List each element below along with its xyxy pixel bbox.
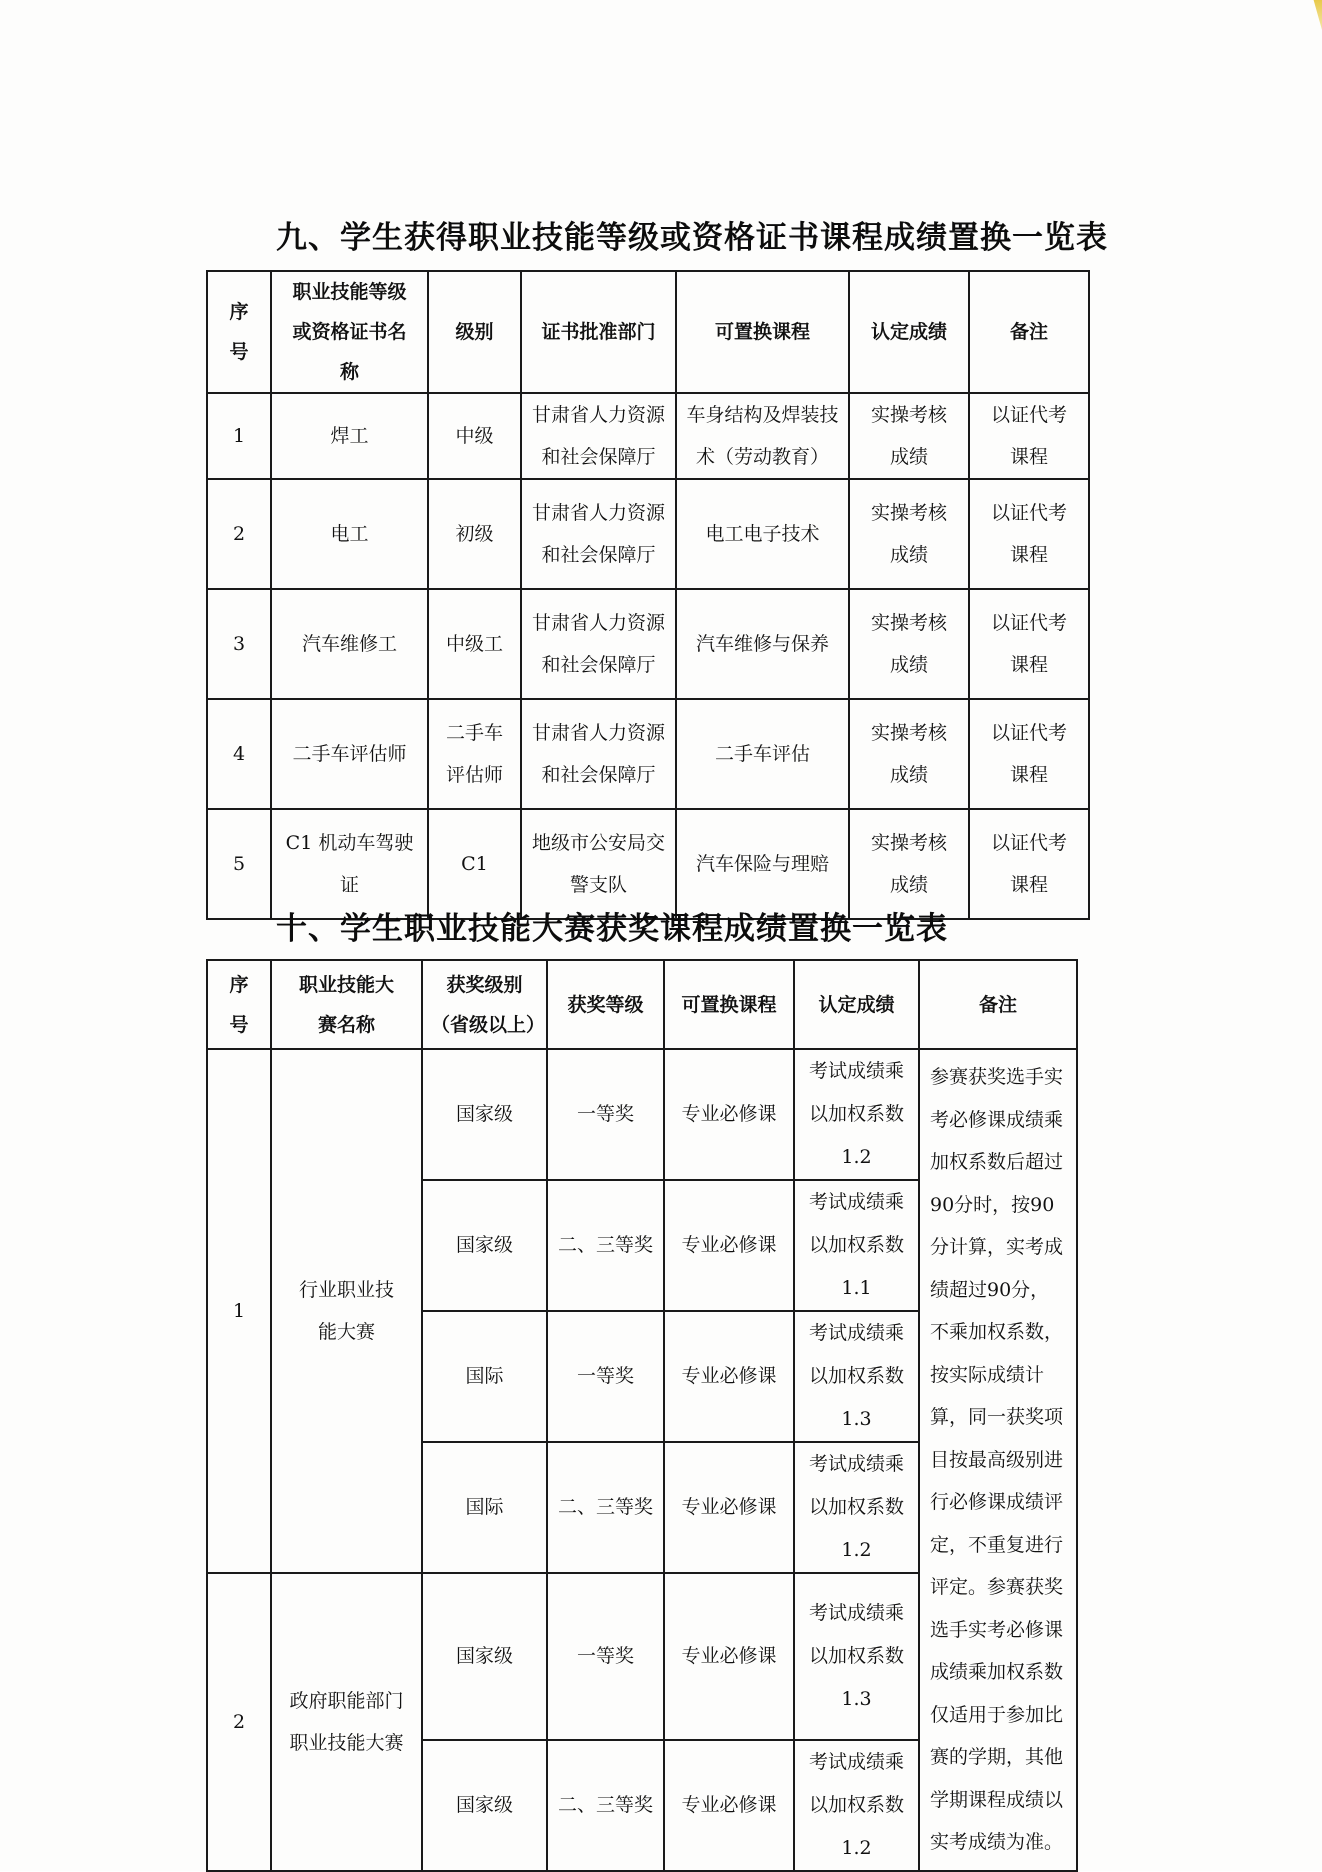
replaceable-course: 专业必修课 (664, 1180, 794, 1311)
certificate-name: 焊工 (271, 393, 428, 479)
table-row (207, 1049, 1077, 1180)
remark: 以证代考课程 (969, 589, 1089, 699)
header-cell: 获奖等级 (547, 960, 664, 1049)
award-level: 国际 (422, 1311, 547, 1442)
replaceable-course: 电工电子技术 (676, 479, 849, 589)
recognized-score: 实操考核成绩 (849, 589, 969, 699)
approving-department: 地级市公安局交警支队 (521, 809, 676, 919)
competition-name: 政府职能部门职业技能大赛 (271, 1573, 422, 1871)
replaceable-course: 车身结构及焊装技术（劳动教育） (676, 393, 849, 479)
group-number: 1 (207, 1049, 271, 1573)
recognized-score: 考试成绩乘以加权系数1.2 (794, 1442, 919, 1573)
replaceable-course: 专业必修课 (664, 1740, 794, 1871)
recognized-score: 实操考核成绩 (849, 393, 969, 479)
award-grade: 二、三等奖 (547, 1180, 664, 1311)
recognized-score: 考试成绩乘以加权系数1.3 (794, 1573, 919, 1740)
approving-department: 甘肃省人力资源和社会保障厅 (521, 393, 676, 479)
header-cell: 序号 (207, 960, 271, 1049)
recognized-score: 考试成绩乘以加权系数1.2 (794, 1740, 919, 1871)
certificate-name: 汽车维修工 (271, 589, 428, 699)
award-grade: 一等奖 (547, 1049, 664, 1180)
certificate-level: 中级 (428, 393, 521, 479)
replaceable-course: 二手车评估 (676, 699, 849, 809)
header-cell: 获奖级别（省级以上） (422, 960, 547, 1049)
header-cell: 可置换课程 (664, 960, 794, 1049)
certificate-table (206, 270, 1090, 920)
table-header-row (207, 271, 1089, 393)
certificate-name: 二手车评估师 (271, 699, 428, 809)
certificate-level: 中级工 (428, 589, 521, 699)
recognized-score: 实操考核成绩 (849, 809, 969, 919)
replaceable-course: 汽车保险与理赔 (676, 809, 849, 919)
remark: 以证代考课程 (969, 699, 1089, 809)
recognized-score: 考试成绩乘以加权系数1.2 (794, 1049, 919, 1180)
row-number: 2 (207, 479, 271, 589)
award-grade: 二、三等奖 (547, 1442, 664, 1573)
recognized-score: 实操考核成绩 (849, 479, 969, 589)
competition-table (206, 959, 1078, 1872)
header-cell: 职业技能大赛名称 (271, 960, 422, 1049)
header-cell: 序号 (207, 271, 271, 393)
award-grade: 一等奖 (547, 1573, 664, 1740)
approving-department: 甘肃省人力资源和社会保障厅 (521, 589, 676, 699)
replaceable-course: 汽车维修与保养 (676, 589, 849, 699)
award-level: 国家级 (422, 1180, 547, 1311)
remark-note: 参赛获奖选手实考必修课成绩乘加权系数后超过90分时，按90分计算，实考成绩超过90分，不乘加权系数，按实际成绩计算，同一获奖项目按最高级别进行必修课成绩评定，不重复进行评定。参赛获奖选手实考必修课成绩乘加权系数仅适用于参加比赛的学期，其他学期课程成绩以实考成绩为准。 (919, 1049, 1077, 1871)
row-number: 4 (207, 699, 271, 809)
header-cell: 级别 (428, 271, 521, 393)
group-number: 2 (207, 1573, 271, 1871)
row-number: 3 (207, 589, 271, 699)
header-cell: 认定成绩 (849, 271, 969, 393)
replaceable-course: 专业必修课 (664, 1049, 794, 1180)
certificate-level: 二手车评估师 (428, 699, 521, 809)
table-row (207, 589, 1089, 699)
table-row (207, 479, 1089, 589)
replaceable-course: 专业必修课 (664, 1311, 794, 1442)
recognized-score: 考试成绩乘以加权系数1.3 (794, 1311, 919, 1442)
header-cell: 职业技能等级或资格证书名称 (271, 271, 428, 393)
header-cell: 认定成绩 (794, 960, 919, 1049)
table-row (207, 699, 1089, 809)
certificate-name: C1 机动车驾驶证 (271, 809, 428, 919)
approving-department: 甘肃省人力资源和社会保障厅 (521, 479, 676, 589)
award-grade: 二、三等奖 (547, 1740, 664, 1871)
award-level: 国家级 (422, 1740, 547, 1871)
header-cell: 可置换课程 (676, 271, 849, 393)
remark: 以证代考课程 (969, 479, 1089, 589)
header-cell: 备注 (919, 960, 1077, 1049)
competition-name: 行业职业技能大赛 (271, 1049, 422, 1573)
header-cell: 备注 (969, 271, 1089, 393)
page-edge-mark (1308, 0, 1322, 30)
table-row (207, 393, 1089, 479)
remark: 以证代考课程 (969, 809, 1089, 919)
certificate-level: C1 (428, 809, 521, 919)
table-header-row (207, 960, 1077, 1049)
row-number: 5 (207, 809, 271, 919)
award-grade: 一等奖 (547, 1311, 664, 1442)
certificate-level: 初级 (428, 479, 521, 589)
section9-title: 九、学生获得职业技能等级或资格证书课程成绩置换一览表 (276, 220, 1108, 256)
replaceable-course: 专业必修课 (664, 1442, 794, 1573)
recognized-score: 实操考核成绩 (849, 699, 969, 809)
certificate-name: 电工 (271, 479, 428, 589)
replaceable-course: 专业必修课 (664, 1573, 794, 1740)
approving-department: 甘肃省人力资源和社会保障厅 (521, 699, 676, 809)
section10-title: 十、学生职业技能大赛获奖课程成绩置换一览表 (276, 911, 948, 947)
award-level: 国家级 (422, 1049, 547, 1180)
header-cell: 证书批准部门 (521, 271, 676, 393)
award-level: 国家级 (422, 1573, 547, 1740)
recognized-score: 考试成绩乘以加权系数1.1 (794, 1180, 919, 1311)
remark: 以证代考课程 (969, 393, 1089, 479)
row-number: 1 (207, 393, 271, 479)
award-level: 国际 (422, 1442, 547, 1573)
